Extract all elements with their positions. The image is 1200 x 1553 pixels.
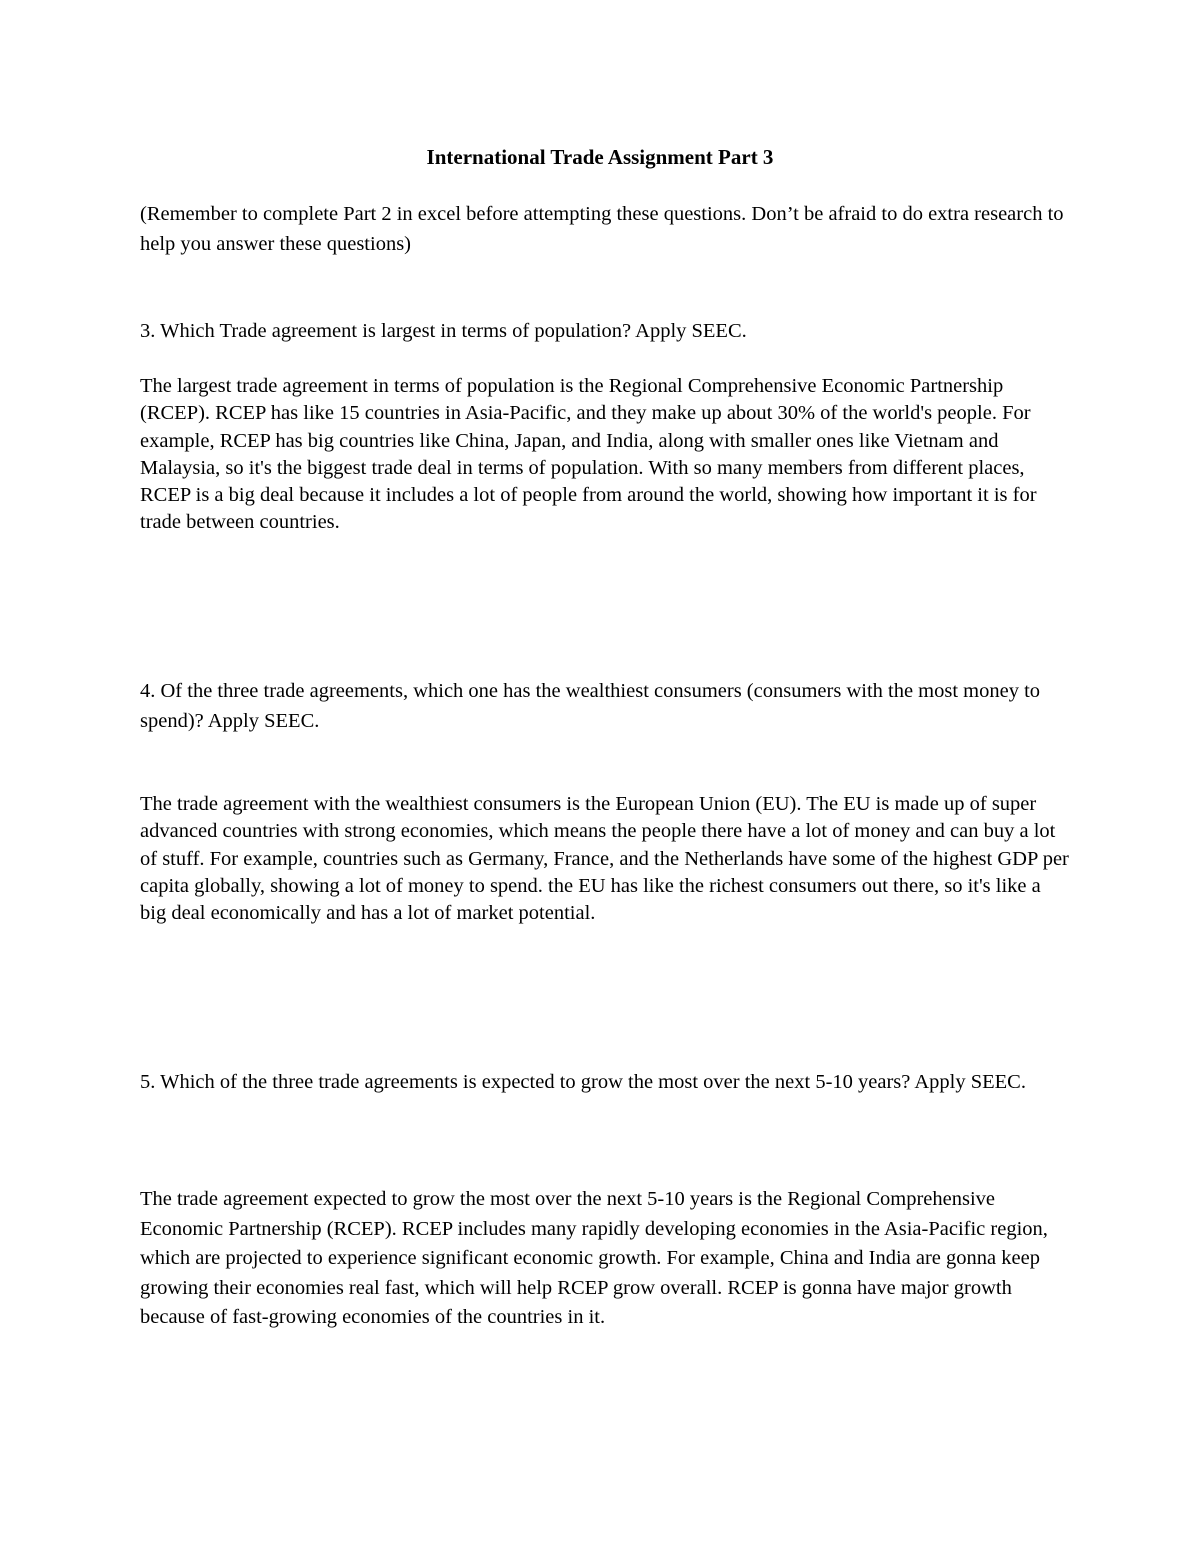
question-4: 4. Of the three trade agreements, which one has the wealthiest consumers (consumers with the most money to spend)? Apply SEEC. xyxy=(140,680,1041,732)
question-3: 3. Which Trade agreement is largest in terms of population? Apply SEEC. xyxy=(140,320,747,342)
document-title: International Trade Assignment Part 3 xyxy=(426,145,774,169)
answer-3: The largest trade agreement in terms of population is the Regional Comprehensive Economic Partnership (RCEP). RCEP has like 15 countries in Asia-Pacific, and they make up about 30% of the world's people. For example, RCEP has big countries like China, Japan, and India, along with smaller ones like Vietnam and Malaysia, so it's the biggest trade deal in terms of population. With so many members from different places, RCEP is a big deal because it includes a lot of people from around the world, showing how important it is for trade between countries. xyxy=(140,375,1037,534)
intro-note: (Remember to complete Part 2 in excel before attempting these questions. Don’t be afraid to do extra research to help you answer these questions) xyxy=(140,203,1064,255)
answer-5: The trade agreement expected to grow the most over the next 5-10 years is the Regional Comprehensive Economic Partnership (RCEP). RCEP includes many rapidly developing economies in the Asia-Pacific region, which are projected to experience significant economic growth. For example, China and India are gonna keep growing their economies real fast, which will help RCEP grow overall. RCEP is gonna have major growth because of fast-growing economies of the countries in it. xyxy=(140,1188,1048,1328)
answer-4: The trade agreement with the wealthiest consumers is the European Union (EU). The EU is made up of super advanced countries with strong economies, which means the people there have a lot of money and can buy a lot of stuff. For example, countries such as Germany, France, and the Netherlands have some of the highest GDP per capita globally, showing a lot of money to spend. the EU has like the richest consumers out there, so it's like a big deal economically and has a lot of market potential. xyxy=(140,793,1069,925)
question-5: 5. Which of the three trade agreements is expected to grow the most over the next 5-10 years? Apply SEEC. xyxy=(140,1071,1026,1093)
